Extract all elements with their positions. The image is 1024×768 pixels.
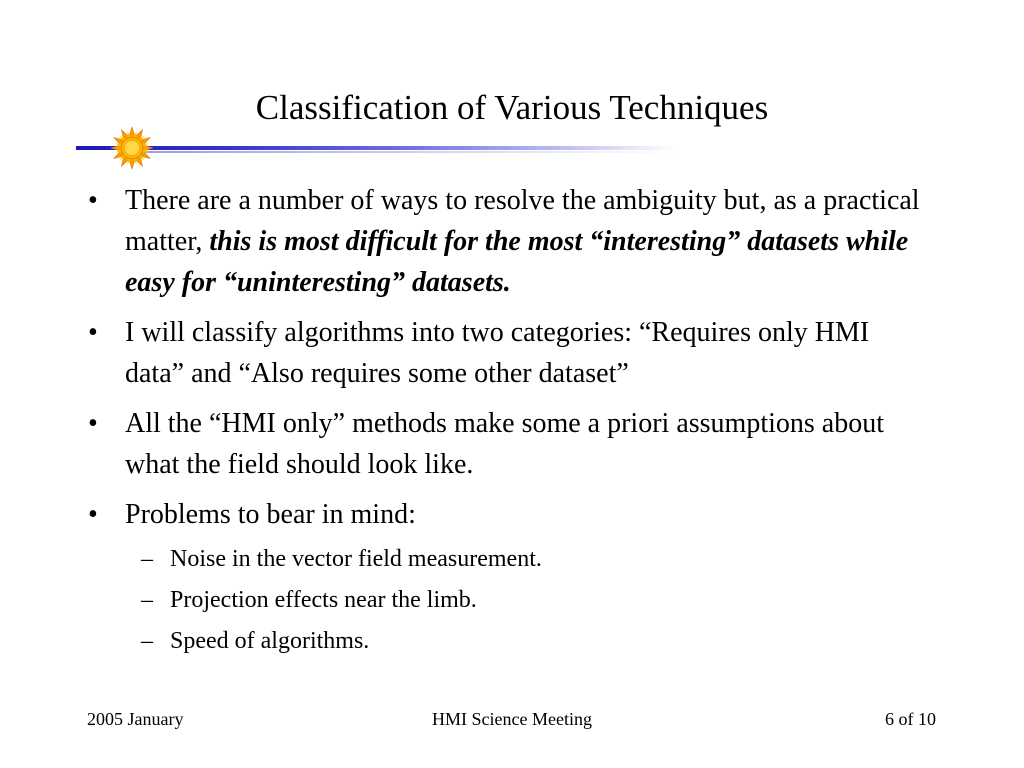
bullet-emphasis-text: this is most difficult for the most “interesting” datasets while easy for “uninteresting” datasets. [125,226,909,298]
page-title: Classification of Various Techniques [255,88,769,127]
sub-bullet-text: Noise in the vector field measurement. [170,546,542,572]
bullet-marker: • [88,499,98,530]
footer-date: 2005 January [87,709,184,729]
bullet-text: I will classify algorithms into two categories: “Requires only HMI data” and “Also requires some other dataset” [125,317,870,389]
sub-bullet-list [88,544,928,656]
sub-bullet-item-2 [88,585,928,615]
sun-icon [110,126,154,170]
title-rule-line [76,146,676,150]
bullet-marker: • [88,185,98,216]
sub-bullet-text: Speed of algorithms. [170,628,370,654]
bullet-text: All the “HMI only” methods make some a priori assumptions about what the field should look like. [125,408,884,480]
footer-event: HMI Science Meeting [432,709,592,729]
bullet-item-2 [88,312,928,394]
bullet-item-3 [88,403,928,485]
bullet-text: There are a number of ways to resolve the ambiguity but, as a practical matter, [125,185,920,257]
bullet-text: Problems to bear in mind: [125,499,416,530]
bullet-list [88,180,928,667]
bullet-marker: • [88,408,98,439]
footer-page-number: 6 of 10 [885,709,936,729]
sub-bullet-marker: – [141,546,153,572]
title-underline [76,122,676,174]
sub-bullet-marker: – [141,587,153,613]
bullet-marker: • [88,317,98,348]
sub-bullet-marker: – [141,628,153,654]
bullet-item-1 [88,180,928,303]
sub-bullet-item-3 [88,626,928,656]
title-rule-shadow [136,151,676,153]
bullet-item-4 [88,494,928,535]
sub-bullet-item-1 [88,544,928,574]
sub-bullet-text: Projection effects near the limb. [170,587,477,613]
